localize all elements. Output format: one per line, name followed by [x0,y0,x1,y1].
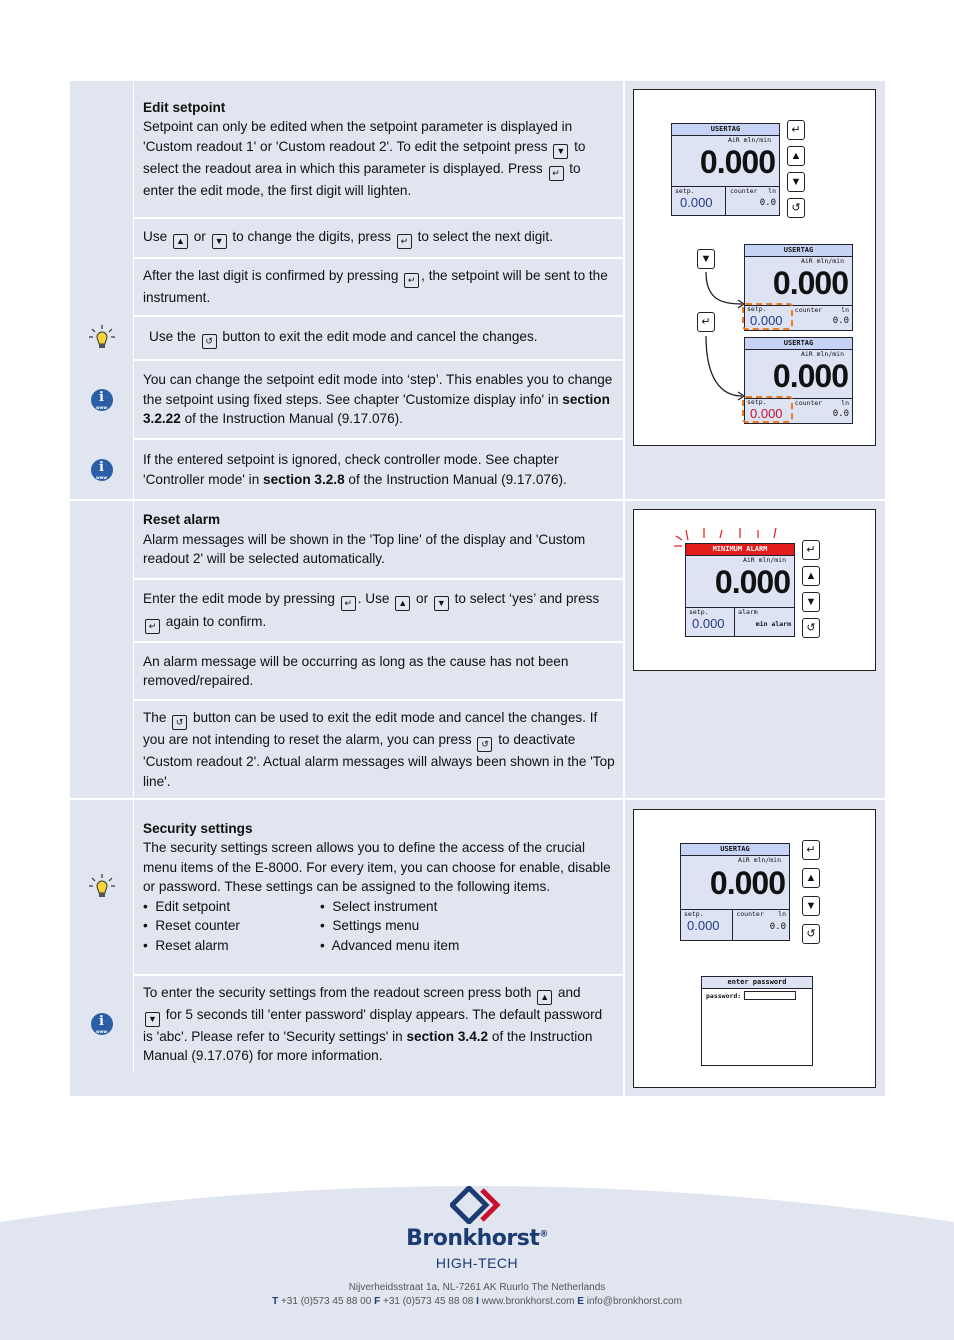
up-icon: ▲ [173,234,188,249]
row-info-step-mode [70,361,623,438]
up-icon: ▲ [395,596,410,611]
section-edit-setpoint [70,81,885,499]
display-step-1: USERTAG AiR mln/min 0.000 setp. 0.000 counter ln 0.0 [744,244,853,331]
paragraph: An alarm message will be occurring as long as the cause has not been removed/repaired. [143,653,569,688]
paragraph: Alarm messages will be shown in the 'Top line' of the display and 'Custom readout 2' will be selected automatically. [143,531,586,567]
paragraph: Use ▲ or ▼ to change the digits, press ↵ to select the next digit. [143,227,615,249]
list-item: • Reset counter [143,918,240,934]
reset-alarm-illustration [633,509,876,671]
list-item: • Edit setpoint [143,898,231,914]
row-edit-setpoint-intro [70,81,623,217]
enter-icon: ↵ [549,166,564,181]
back-button[interactable]: ↺ [802,924,820,944]
info-www-icon: i www [91,1013,113,1035]
display-enter-password: enter password password: [701,976,813,1066]
section-title: Reset alarm [143,512,221,528]
enter-button[interactable]: ↵ [697,312,715,332]
list-item: • Settings menu [320,918,420,934]
back-icon: ↺ [202,334,217,349]
security-illustration [633,809,876,1088]
enter-icon: ↵ [145,619,160,634]
brand-sub: HIGH-TECH [435,1255,519,1271]
paragraph: The ↺ button can be used to exit the edit mode and cancel the changes. If you are not intending to reset the alarm, you can press ↺ to deactivate 'Custom readout 2'. Actual alarm messages will always been shown in the 'Top line'. [143,710,615,789]
paragraph: Use the ↺ button to exit the edit mode and cancel the changes. [149,327,615,349]
display-readout: USERTAG AiR mln/min 0.000 setp. 0.000 counter ln 0.0 [671,123,780,216]
section-title: Edit setpoint [143,99,226,115]
up-icon: ▲ [537,990,552,1005]
row-confirm-setpoint [70,259,623,315]
list-item: • Select instrument [320,898,438,914]
row-tip-exit [70,317,623,359]
up-button[interactable]: ▲ [787,146,805,166]
down-icon: ▼ [434,596,449,611]
info-www-icon: i www [91,459,113,481]
enter-icon: ↵ [341,596,356,611]
row-alarm-occurring [70,643,623,699]
display-readout: USERTAG AiR mln/min 0.000 setp. 0.000 counter ln 0.0 [680,843,790,941]
paragraph: To enter the security settings from the readout screen press both ▲ and ▼ for 5 seconds till 'enter password' display appears. The default password is 'abc'. Please refer to 'Security settings' in section 3.4.2 of the Instruction Manual (9.17.076) for more information. [143,984,603,1063]
row-edit-alarm [70,580,623,641]
display-step-2: USERTAG AiR mln/min 0.000 setp. 0.000 counter ln 0.0 [744,337,853,424]
back-button[interactable]: ↺ [787,198,805,218]
bulb-icon [87,323,117,353]
list-item: • Advanced menu item [320,937,460,953]
down-icon: ▼ [212,234,227,249]
enter-icon: ↵ [397,234,412,249]
list-item: • Reset alarm [143,937,229,953]
down-icon: ▼ [553,144,568,159]
footer-contact: T +31 (0)573 45 88 00 F +31 (0)573 45 88 08 I www.bronkhorst.com E info@bronkhorst.com [272,1296,682,1307]
paragraph: Enter the edit mode by pressing ↵ . Use ▲ or ▼ to select ‘yes’ and press ↵ again to confirm. [143,588,615,634]
down-button[interactable]: ▼ [802,592,820,612]
paragraph: You can change the setpoint edit mode into ‘step’. This enables you to change the setpoint using fixed steps. See chapter 'Customize display info' in section 3.2.22 of the Instruction Manual (9.17.076). [143,372,613,427]
info-www-icon: i www [91,389,113,411]
paragraph: Setpoint can only be edited when the setpoint parameter is displayed in 'Custom readout 1' or 'Custom readout 2'. To edit the setpoint press ▼ to select the readout area in which this parameter is displayed. Press ↵ to enter the edit mode, the first digit will lighten. [143,119,586,198]
paragraph: After the last digit is confirmed by pressing ↵ , the setpoint will be sent to the instrument. [143,268,608,306]
back-icon: ↺ [172,715,187,730]
down-icon: ▼ [145,1012,160,1027]
footer-address: Nijverheidsstraat 1a, NL-7261 AK Ruurlo The Netherlands [348,1282,606,1293]
down-button[interactable]: ▼ [802,896,820,916]
back-button[interactable]: ↺ [802,618,820,638]
bulb-icon [87,872,117,902]
display-alarm: MINIMUM ALARM AiR mln/min 0.000 setp. 0.000 alarm min alarm [685,543,795,637]
section-security-settings [70,800,885,1096]
edit-setpoint-illustration [633,89,876,446]
down-button[interactable]: ▼ [697,249,715,269]
enter-button[interactable]: ↵ [787,120,805,140]
enter-button[interactable]: ↵ [802,840,820,860]
column-divider [623,501,625,798]
column-divider [623,800,625,1096]
brand-name: Bronkhorst® [406,1226,548,1251]
enter-button[interactable]: ↵ [802,540,820,560]
items-list [143,897,615,956]
row-reset-alarm-intro [70,501,623,578]
up-button[interactable]: ▲ [802,566,820,586]
row-change-digits [70,219,623,257]
password-input[interactable] [744,991,796,1000]
row-security-intro [70,800,623,974]
bronkhorst-logo-icon [450,1186,506,1224]
section-reset-alarm [70,501,885,798]
paragraph: If the entered setpoint is ignored, check controller mode. See chapter 'Controller mode' in section 3.2.8 of the Instruction Manual (9.17.076). [143,452,567,487]
icon-column [70,81,134,217]
down-button[interactable]: ▼ [787,172,805,192]
row-info-controller-mode [70,440,623,499]
back-icon: ↺ [477,737,492,752]
paragraph: The security settings screen allows you to define the access of the crucial menu items of the E-8000. For every item, you can choose for enable, disable or password. These settings can be assigned to the following items. [143,840,611,895]
row-alarm-exit [70,701,623,798]
up-button[interactable]: ▲ [802,868,820,888]
row-enter-security [70,976,623,1072]
enter-icon: ↵ [404,273,419,288]
column-divider [623,81,625,499]
section-title: Security settings [143,820,253,836]
